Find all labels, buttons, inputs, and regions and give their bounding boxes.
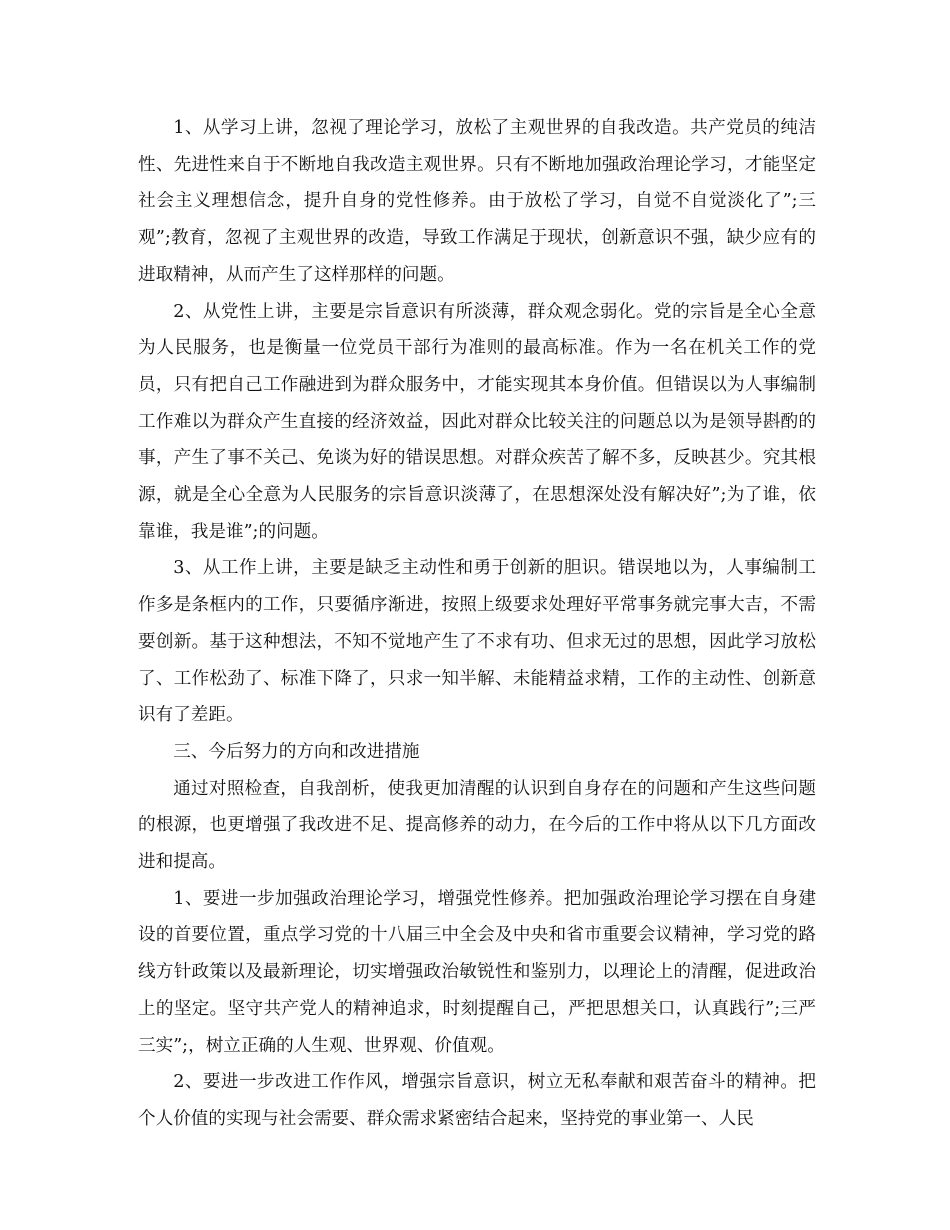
paragraph-self-analysis: 通过对照检查，自我剖析，使我更加清醒的认识到自身存在的问题和产生这些问题的根源，也更增强了我改进不足、提高修养的动力，在今后的工作中将从以下几方面改进和提高。 bbox=[138, 778, 816, 873]
paragraph-measure-2: 2、要进一步改进工作作风，增强宗旨意识，树立无私奉献和艰苦奋斗的精神。把个人价值的实现与社会需要、群众需求紧密结合起来，坚持党的事业第一、人民 bbox=[138, 1072, 816, 1129]
section-heading: 三、今后努力的方向和改进措施 bbox=[173, 741, 420, 762]
document-body bbox=[138, 110, 816, 1138]
paragraph-study: 1、从学习上讲，忽视了理论学习，放松了主观世界的自我改造。共产党员的纯洁性、先进性来自于不断地自我改造主观世界。只有不断地加强政治理论学习，才能坚定社会主义理想信念，提升自身的党性修养。由于放松了学习，自觉不自觉淡化了”;三观”;教育，忽视了主观世界的改造，导致工作满足于现状，创新意识不强，缺少应有的进取精神，从而产生了这样那样的问题。 bbox=[138, 118, 816, 285]
paragraph-measure-1: 1、要进一步加强政治理论学习，增强党性修养。把加强政治理论学习摆在自身建设的首要位置，重点学习党的十八届三中全会及中央和省市重要会议精神，学习党的路线方针政策以及最新理论，切实增强政治敏锐性和鉴别力，以理论上的清醒，促进政治上的坚定。坚守共产党人的精神追求，时刻提醒自己，严把思想关口，认真践行”;三严三实”;，树立正确的人生观、世界观、价值观。 bbox=[138, 888, 816, 1056]
paragraph-work: 3、从工作上讲，主要是缺乏主动性和勇于创新的胆识。错误地以为，人事编制工作多是条框内的工作，只要循序渐进，按照上级要求处理好平常事务就完事大吉，不需要创新。基于这种想法，不知不觉地产生了不求有功、但求无过的思想，因此学习放松了、工作松劲了、标准下降了，只求一知半解、未能精益求精，工作的主动性、创新意识有了差距。 bbox=[138, 558, 816, 726]
paragraph-party-spirit: 2、从党性上讲，主要是宗旨意识有所淡薄，群众观念弱化。党的宗旨是全心全意为人民服务，也是衡量一位党员干部行为准则的最高标准。作为一名在机关工作的党员，只有把自己工作融进到为群众服务中，才能实现其本身价值。但错误以为人事编制工作难以为群众产生直接的经济效益，因此对群众比较关注的问题总以为是领导斟酌的事，产生了事不关己、免谈为好的错误思想。对群众疾苦了解不多，反映甚少。究其根源，就是全心全意为人民服务的宗旨意识淡薄了，在思想深处没有解决好”;为了谁，依靠谁，我是谁”;的问题。 bbox=[138, 301, 816, 542]
